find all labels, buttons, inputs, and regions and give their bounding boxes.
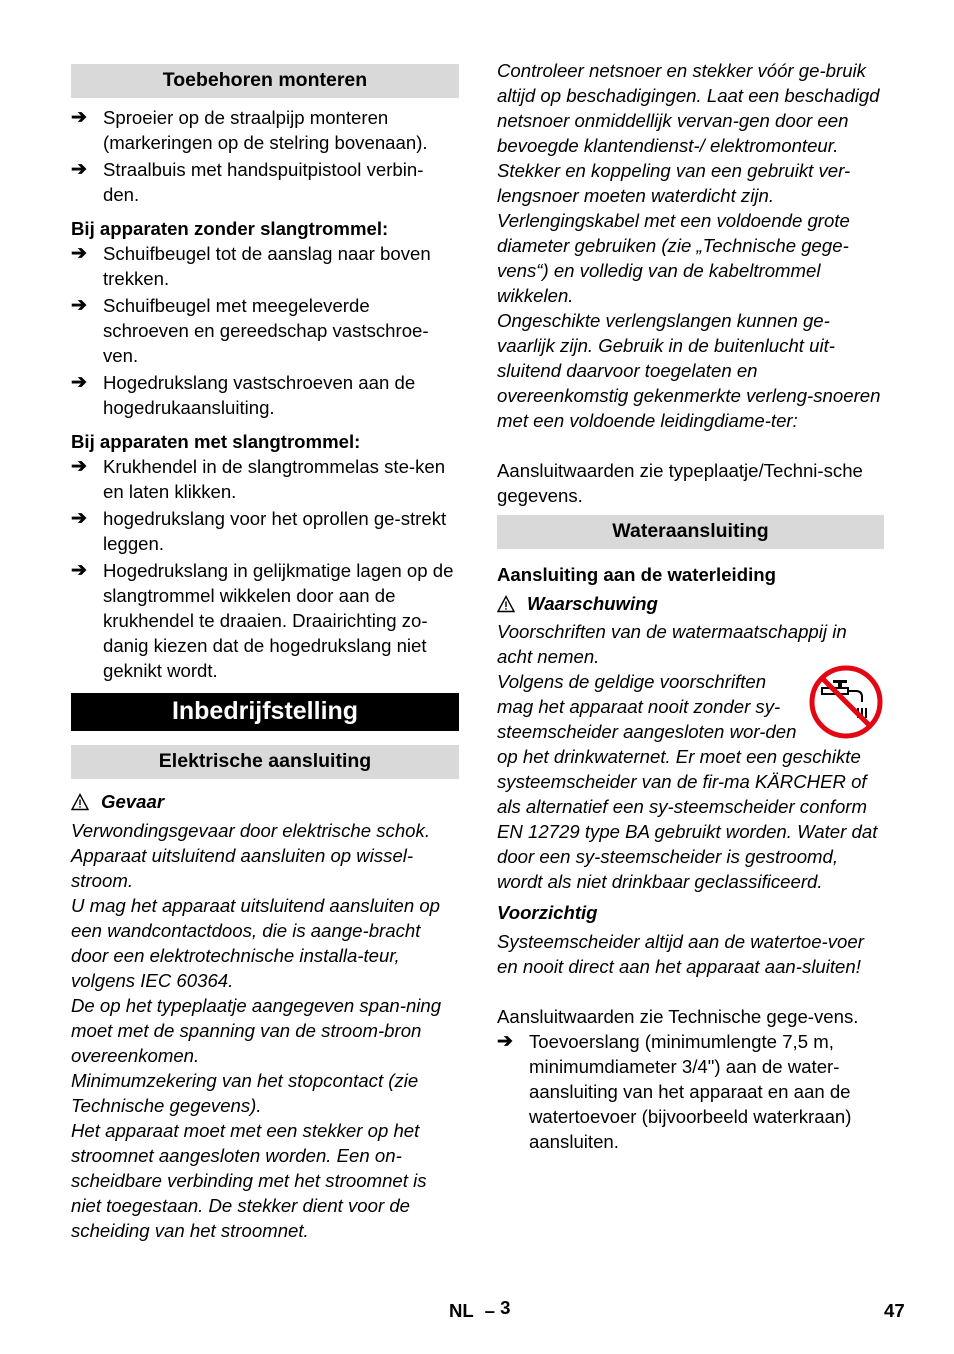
danger-text: De op het typeplaatje aangegeven span-ning moet met de spanning van de stroom-bron overeenkomen. bbox=[71, 995, 442, 1066]
danger-heading: Gevaar bbox=[71, 789, 459, 814]
danger-text: U mag het apparaat uitsluitend aansluiten op een wandcontactdoos, die is aange-bracht door een elektrotechnische installa-teur, volgens IEC 60364. bbox=[71, 895, 441, 991]
danger-text: Apparaat uitsluitend aansluiten op wissel-stroom. bbox=[71, 845, 414, 891]
connection-values-text: Aansluitwaarden zie typeplaatje/Techni-sche gegevens. bbox=[497, 460, 863, 506]
arrow-right-icon: ➔ bbox=[71, 159, 87, 180]
warning-text: Volgens de geldige voorschriften mag het apparaat nooit zonder sy-steemscheider aangesloten wor-den op het drinkwaternet. Er moet een geschikte systeemscheider van de fir-ma KÄRCHER of als alternatief een sy-steemscheider conform EN 12729 type BA gebruikt worden. Water dat door een sy-steemscheider is gestroomd, wordt als niet drinkbaar geclassificeerd. bbox=[497, 671, 878, 892]
water-values-text: Aansluitwaarden zie Technische gege-vens. bbox=[497, 1006, 859, 1027]
subheading-water-mains: Aansluiting aan de waterleiding bbox=[497, 564, 776, 585]
section-title-accessories: Toebehoren monteren bbox=[71, 64, 459, 98]
list-item: ➔ Straalbuis met handspuitpistool verbin-den. bbox=[71, 159, 424, 205]
list-item: ➔ hogedrukslang voor het oprollen ge-strekt leggen. bbox=[71, 508, 447, 554]
section-title-water: Wateraansluiting bbox=[497, 515, 884, 549]
caution-text: Systeemscheider altijd aan de watertoe-voer en nooit direct aan het apparaat aan-sluiten! bbox=[497, 931, 864, 977]
arrow-right-icon: ➔ bbox=[71, 243, 87, 264]
list-item: ➔ Schuifbeugel tot de aanslag naar boven trekken. bbox=[71, 243, 431, 289]
footer-section-page: NL – 3 bbox=[449, 1297, 511, 1321]
left-column bbox=[71, 64, 459, 1243]
subheading-without-reel: Bij apparaten zonder slangtrommel: bbox=[71, 218, 389, 239]
no-tap-water-icon bbox=[808, 664, 884, 740]
subheading-with-reel: Bij apparaten met slangtrommel: bbox=[71, 431, 361, 452]
chapter-title: Inbedrijfstelling bbox=[71, 693, 459, 731]
danger-text: Het apparaat moet met een stekker op het stroomnet aangesloten worden. Een on-scheidbare verbinding met het stroomnet is niet toegestaan. De stekker dient voor de scheiding van het stroomnet. bbox=[71, 1120, 427, 1241]
list-item: ➔ Hogedrukslang vastschroeven aan de hogedrukaansluiting. bbox=[71, 372, 416, 418]
warning-heading: Waarschuwing bbox=[497, 591, 884, 616]
warning-triangle-icon bbox=[497, 595, 515, 613]
arrow-right-icon: ➔ bbox=[497, 1031, 513, 1052]
info-text: Verlengingskabel met een voldoende grote diameter gebruiken (zie „Technische gege-vens“) en volledig van de kabeltrommel wikkelen. bbox=[497, 210, 850, 306]
warning-text: Voorschriften van de watermaatschappij in acht nemen. bbox=[497, 621, 847, 667]
arrow-right-icon: ➔ bbox=[71, 295, 87, 316]
list-item: ➔ Schuifbeugel met meegeleverde schroeven en gereedschap vastschroe-ven. bbox=[71, 295, 429, 366]
list-item: ➔ Hogedrukslang in gelijkmatige lagen op de slangtrommel wikkelen door aan de krukhendel te draaien. Draairichting zo-danig kiezen dat de hogedrukslang niet geknikt wordt. bbox=[71, 560, 454, 681]
caution-heading: Voorzichtig bbox=[497, 902, 598, 923]
info-text: Controleer netsnoer en stekker vóór ge-bruik altijd op beschadigingen. Laat een beschadigd netsnoer onmiddellijk vervan-gen door een bevoegde klantendienst-/ elektromonteur. bbox=[497, 60, 880, 156]
list-item: ➔ Toevoerslang (minimumlengte 7,5 m, minimumdiameter 3/4") aan de water-aansluiting van het apparaat en aan de watertoevoer (bijvoorbeeld waterkraan) aansluiten. bbox=[497, 1031, 852, 1152]
danger-text: Minimumzekering van het stopcontact (zie Technische gegevens). bbox=[71, 1070, 419, 1116]
arrow-right-icon: ➔ bbox=[71, 107, 87, 128]
section-title-electric: Elektrische aansluiting bbox=[71, 745, 459, 779]
warning-block bbox=[497, 669, 884, 894]
arrow-right-icon: ➔ bbox=[71, 372, 87, 393]
page-number: 47 bbox=[884, 1300, 905, 1321]
info-text: Ongeschikte verlengslangen kunnen ge-vaarlijk zijn. Gebruik in de buitenlucht uit-sluitend daarvoor toegelaten en overeenkomstig gekenmerkte verleng-snoeren met een voldoende leidingdiame-ter: bbox=[497, 310, 881, 431]
info-text: Stekker en koppeling van een gebruikt ver-lengsnoer moeten waterdicht zijn. bbox=[497, 160, 851, 206]
arrow-right-icon: ➔ bbox=[71, 456, 87, 477]
list-item: ➔ Sproeier op de straalpijp monteren (markeringen op de stelring bovenaan). bbox=[71, 107, 428, 153]
list-item: ➔ Krukhendel in de slangtrommelas ste-ken en laten klikken. bbox=[71, 456, 446, 502]
warning-triangle-icon bbox=[71, 793, 89, 811]
arrow-right-icon: ➔ bbox=[71, 560, 87, 581]
danger-text: Verwondingsgevaar door elektrische schok. bbox=[71, 820, 430, 841]
arrow-right-icon: ➔ bbox=[71, 508, 87, 529]
right-column bbox=[497, 58, 884, 1154]
